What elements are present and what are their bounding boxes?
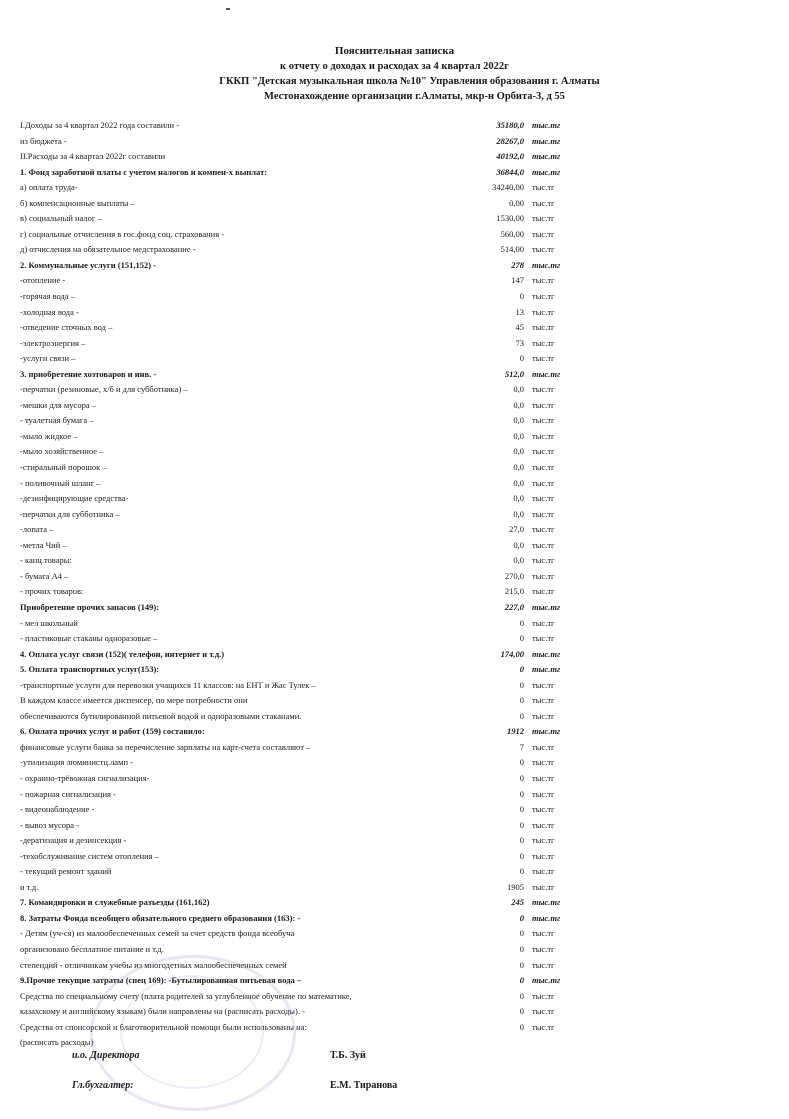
report-row: [20, 569, 580, 585]
row-value: 147: [511, 275, 524, 286]
row-value: 0: [519, 679, 524, 690]
row-label: -услуги связи –: [20, 353, 76, 364]
row-label: д) отчисления на обязательное медстрахование -: [20, 244, 196, 255]
row-value: 27,0: [509, 524, 524, 535]
row-value: 0: [519, 633, 524, 644]
row-value: 0: [519, 819, 524, 830]
row-unit: тыс.тг: [532, 197, 555, 208]
row-label: Приобретение прочих запасов (149):: [20, 601, 160, 612]
row-unit: тыс.тг: [532, 570, 555, 581]
row-value: 1912: [507, 726, 524, 737]
report-row: [20, 382, 580, 398]
row-label: 1. Фонд заработной платы с учетом налогов и компен-х выплат:: [20, 166, 268, 177]
row-label: 3. приобретение хозтоваров и инв. -: [20, 368, 157, 379]
report-row: [20, 476, 580, 492]
row-value: 0,0: [513, 430, 524, 441]
row-label: - вывоз мусора -: [20, 819, 79, 830]
report-row: [20, 165, 580, 181]
row-unit: тыс.тг: [532, 1006, 555, 1017]
row-label: и т.д.: [20, 881, 39, 892]
row-value: 1905: [507, 881, 524, 892]
report-row: [20, 740, 580, 756]
row-unit: тыс.тг: [532, 586, 555, 597]
row-value: 0: [519, 928, 524, 939]
row-label: - канц.товары:: [20, 555, 72, 566]
row-unit: тыс.тг: [532, 741, 555, 752]
report-row: [20, 460, 580, 476]
row-value: 0: [519, 664, 524, 675]
report-row: [20, 429, 580, 445]
row-unit: тыс.тг: [532, 182, 555, 193]
accountant-name: Е.М. Тиранова: [330, 1080, 398, 1091]
row-unit: тыс.тг: [532, 1021, 555, 1032]
row-label: 2. Коммунальные услуги (151,152) -: [20, 259, 156, 270]
row-unit: тыс.тг: [532, 912, 561, 923]
report-row: [20, 895, 580, 911]
row-unit: тыс.тг: [532, 897, 561, 908]
row-label: б) компенсационные выплаты –: [20, 197, 135, 208]
row-unit: тыс.тг: [532, 757, 555, 768]
row-value: 0: [519, 959, 524, 970]
report-row: [20, 849, 580, 865]
row-label: - пожарная сигнализация -: [20, 788, 116, 799]
row-label: 7. Командировки и служебные разъезды (161,162): [20, 897, 210, 908]
row-label: -утилизация люминистц.ламп -: [20, 757, 133, 768]
header-location: Местонахождение организации г.Алматы, мкр-н Орбита-3, д 55: [264, 91, 565, 102]
row-value: 278: [511, 259, 524, 270]
row-value: 512,0: [504, 368, 524, 379]
row-label: степендий - отличникам учебы из многодетных малообеспеченных семей: [20, 959, 287, 970]
row-unit: тыс.тг: [532, 695, 555, 706]
row-value: 0: [519, 353, 524, 364]
row-label: -стиральный порошок –: [20, 462, 107, 473]
row-unit: тыс.тг: [532, 850, 555, 861]
row-label: обеспечиваются бутилированной питьевой водой и одноразовыми стаканами.: [20, 710, 302, 721]
row-label: -отопление -: [20, 275, 66, 286]
row-value: 0,0: [513, 493, 524, 504]
row-value: 0: [519, 617, 524, 628]
row-unit: тыс.тг: [532, 430, 555, 441]
scan-mark: [226, 8, 230, 10]
report-row: [20, 444, 580, 460]
accountant-title: Гл.бухгалтер:: [72, 1080, 134, 1091]
row-label: -лопата –: [20, 524, 54, 535]
row-unit: тыс.тг: [532, 990, 555, 1001]
report-row: [20, 553, 580, 569]
row-unit: тыс.тг: [532, 804, 555, 815]
header-subtitle: к отчету о доходах и расходах за 4 квартал 2022г: [280, 61, 509, 72]
row-value: 0: [519, 757, 524, 768]
row-unit: тыс.тг: [532, 524, 555, 535]
report-row: [20, 693, 580, 709]
row-value: 0: [519, 943, 524, 954]
row-unit: тыс.тг: [532, 151, 561, 162]
row-unit: тыс.тг: [532, 368, 561, 379]
row-unit: тыс.тг: [532, 555, 555, 566]
report-row: [20, 336, 580, 352]
row-value: 0,0: [513, 462, 524, 473]
report-row: [20, 320, 580, 336]
row-value: 0: [519, 804, 524, 815]
row-value: 514,00: [500, 244, 524, 255]
report-row: [20, 491, 580, 507]
row-value: 560,00: [500, 228, 524, 239]
row-unit: тыс.тг: [532, 959, 555, 970]
report-row: [20, 196, 580, 212]
row-unit: тыс.тг: [532, 788, 555, 799]
row-value: 13: [515, 306, 524, 317]
report-row: [20, 522, 580, 538]
row-label: - бумага А4 –: [20, 570, 69, 581]
report-row: [20, 289, 580, 305]
director-title: и.о. Директора: [72, 1050, 140, 1061]
row-unit: тыс.тг: [532, 772, 555, 783]
row-value: 270,0: [504, 570, 524, 581]
document-header: [0, 44, 789, 104]
row-value: 45: [515, 322, 524, 333]
row-value: 35180,0: [496, 120, 524, 130]
report-row: [20, 958, 580, 974]
row-value: 0: [519, 1021, 524, 1032]
row-value: 0,0: [513, 477, 524, 488]
row-label: -мешки для мусора –: [20, 399, 96, 410]
row-unit: тыс.тг: [532, 446, 555, 457]
report-row: [20, 227, 580, 243]
report-row: [20, 880, 580, 896]
row-label: - видеонаблюдение -: [20, 804, 95, 815]
report-row: [20, 134, 580, 150]
row-unit: тыс.тг: [532, 135, 561, 146]
row-label: 4. Оплата услуг связи (152)( телефон, интернет и т.д.): [20, 648, 225, 659]
report-row: [20, 926, 580, 942]
row-value: 174,00: [500, 648, 524, 659]
row-value: 0: [519, 291, 524, 302]
row-unit: тыс.тг: [532, 726, 561, 737]
header-organization: ГККП "Детская музыкальная школа №10" Управления образования г. Алматы: [219, 76, 600, 87]
row-label: г) социальные отчисления в гос.фонд соц. страхования -: [20, 228, 225, 239]
row-unit: тыс.тг: [532, 975, 561, 986]
row-label: - текущий ремонт зданий: [20, 866, 112, 877]
row-unit: тыс.тг: [532, 664, 561, 675]
row-unit: тыс.тг: [532, 306, 555, 317]
row-value: 0: [519, 975, 524, 986]
row-label: 5. Оплата транспортных услуг(153):: [20, 664, 160, 675]
row-unit: тыс.тг: [532, 601, 561, 612]
row-unit: тыс.тг: [532, 617, 555, 628]
report-row: [20, 802, 580, 818]
report-row: [20, 662, 580, 678]
row-value: 28267,0: [496, 135, 524, 146]
report-rows: [20, 118, 580, 1051]
report-row: [20, 647, 580, 663]
row-unit: тыс.тг: [532, 866, 555, 877]
row-label: II.Расходы за 4 квартал 2022г составили: [20, 151, 166, 162]
row-value: 215,0: [504, 586, 524, 597]
row-unit: тыс.тг: [532, 415, 555, 426]
row-unit: тыс.тг: [532, 943, 555, 954]
row-value: 0,0: [513, 384, 524, 395]
row-label: -дератизация и дезинсекция -: [20, 835, 127, 846]
stamp-inner-mark: [120, 975, 264, 1089]
row-label: (расписать расходы): [20, 1037, 94, 1048]
report-row: [20, 584, 580, 600]
row-unit: тыс.тг: [532, 291, 555, 302]
report-row: [20, 273, 580, 289]
header-title: Пояснительная записка: [334, 45, 455, 57]
report-row: [20, 118, 580, 134]
row-unit: тыс.тг: [532, 244, 555, 255]
report-row: [20, 305, 580, 321]
row-value: 0: [519, 710, 524, 721]
report-row: [20, 818, 580, 834]
row-value: 227,0: [504, 601, 524, 612]
row-label: - охранно-трёвожная сигнализация-: [20, 772, 150, 783]
report-row: [20, 787, 580, 803]
row-unit: тыс.тг: [532, 539, 555, 550]
row-label: - Детям (уч-ся) из малообеспеченных семей за счет средств фонда всеобуча: [20, 928, 295, 939]
row-label: Средства от спонсорской и благотворительной помощи были использованы на:: [20, 1021, 307, 1032]
report-row: [20, 398, 580, 414]
row-unit: тыс.тг: [532, 710, 555, 721]
row-unit: тыс.тг: [532, 881, 555, 892]
report-row: [20, 631, 580, 647]
row-value: 0,0: [513, 399, 524, 410]
report-row: [20, 755, 580, 771]
row-unit: тыс.тг: [532, 493, 555, 504]
row-label: -перчатки для субботника –: [20, 508, 120, 519]
row-label: -отведение сточных вод –: [20, 322, 113, 333]
row-value: 0: [519, 850, 524, 861]
row-label: финансовые услуги банка за перечисление зарплаты на карт-счета составляют –: [20, 741, 311, 752]
row-value: 0,0: [513, 415, 524, 426]
row-value: 0: [519, 772, 524, 783]
row-label: -горячая вода –: [20, 291, 76, 302]
row-label: Средства по специальному счету (плата родителей за углубленное обучение по математике,: [20, 990, 352, 1001]
report-row: [20, 507, 580, 523]
row-label: -техобслуживание систем отопления –: [20, 850, 159, 861]
report-row: [20, 616, 580, 632]
row-unit: тыс.тг: [532, 462, 555, 473]
report-row: [20, 258, 580, 274]
row-label: 6. Оплата прочих услуг и работ (159) составило:: [20, 726, 205, 737]
row-label: -перчатки (резиновые, х/б и для субботника) –: [20, 384, 188, 395]
report-row: [20, 351, 580, 367]
row-unit: тыс.тг: [532, 120, 561, 130]
report-row: [20, 413, 580, 429]
report-row: [20, 942, 580, 958]
report-row: [20, 211, 580, 227]
row-unit: тыс.тг: [532, 275, 555, 286]
report-row: [20, 833, 580, 849]
report-row: [20, 973, 580, 989]
row-label: организовано бесплатное питание и т.д.: [20, 943, 164, 954]
row-label: а) оплата труда-: [20, 182, 78, 193]
report-row: [20, 538, 580, 554]
row-label: из бюджета -: [20, 135, 67, 146]
row-value: 40192,0: [496, 151, 524, 162]
row-label: I.Доходы за 4 квартал 2022 года составили -: [20, 120, 180, 130]
row-label: казахскому и английскому языкам) были направлены на (расписать расходы). -: [20, 1006, 305, 1017]
row-label: в) социальный налог –: [20, 213, 102, 224]
row-value: 1530,00: [496, 213, 524, 224]
report-row: [20, 242, 580, 258]
row-value: 0: [519, 1006, 524, 1017]
row-value: 0: [519, 788, 524, 799]
row-label: -холодная вода -: [20, 306, 79, 317]
row-unit: тыс.тг: [532, 322, 555, 333]
row-unit: тыс.тг: [532, 648, 561, 659]
report-row: [20, 600, 580, 616]
row-value: 0,0: [513, 508, 524, 519]
row-label: - туалетная бумага –: [20, 415, 94, 426]
report-row: [20, 771, 580, 787]
row-value: 0: [519, 912, 524, 923]
row-value: 0: [519, 866, 524, 877]
row-value: 73: [515, 337, 524, 348]
row-label: В каждом классе имеется диспенсер, по мере потребности они: [20, 695, 248, 706]
row-label: -электроэнергия –: [20, 337, 86, 348]
row-value: 0,0: [513, 539, 524, 550]
row-unit: тыс.тг: [532, 259, 561, 270]
row-value: 245: [511, 897, 524, 908]
row-value: 0: [519, 835, 524, 846]
row-value: 0,0: [513, 555, 524, 566]
row-label: -дезинфицирующие средства-: [20, 493, 129, 504]
row-unit: тыс.тг: [532, 835, 555, 846]
report-row: [20, 367, 580, 383]
row-label: - пластиковые стаканы одноразовые –: [20, 633, 158, 644]
row-unit: тыс.тг: [532, 508, 555, 519]
row-label: 8. Затраты Фонда всеобщего обязательного среднего образования (163): -: [20, 912, 301, 923]
row-label: -транспортные услуги для перевозки учащихся 11 классов: на ЕНТ и Жас Тулек –: [20, 679, 316, 690]
report-row: [20, 180, 580, 196]
row-unit: тыс.тг: [532, 337, 555, 348]
row-label: - поливочный шланг –: [20, 477, 101, 488]
row-label: -мыло хозяйственное –: [20, 446, 104, 457]
row-value: 36844,0: [496, 166, 524, 177]
report-row: [20, 678, 580, 694]
row-value: 34240,00: [492, 182, 524, 193]
row-unit: тыс.тг: [532, 477, 555, 488]
row-label: - мел школьный: [20, 617, 78, 628]
row-unit: тыс.тг: [532, 928, 555, 939]
report-row: [20, 149, 580, 165]
row-unit: тыс.тг: [532, 228, 555, 239]
row-unit: тыс.тг: [532, 353, 555, 364]
row-value: 0,0: [513, 446, 524, 457]
row-label: -мыло жидкое –: [20, 430, 78, 441]
row-unit: тыс.тг: [532, 384, 555, 395]
row-label: - прочих товаров:: [20, 586, 84, 597]
report-row: [20, 911, 580, 927]
row-unit: тыс.тг: [532, 819, 555, 830]
row-unit: тыс.тг: [532, 633, 555, 644]
row-unit: тыс.тг: [532, 166, 561, 177]
row-unit: тыс.тг: [532, 679, 555, 690]
row-unit: тыс.тг: [532, 213, 555, 224]
row-value: 0,00: [509, 197, 524, 208]
row-label: 9.Прочие текущие затраты (спец 169): -Бутылированная питьевая вода –: [20, 975, 302, 986]
row-value: 0: [519, 990, 524, 1001]
row-unit: тыс.тг: [532, 399, 555, 410]
row-value: 0: [519, 695, 524, 706]
row-label: -метла Чий –: [20, 539, 67, 550]
row-value: 7: [519, 741, 524, 752]
director-name: Т.Б. Зуй: [330, 1050, 366, 1061]
report-row: [20, 724, 580, 740]
report-row: [20, 864, 580, 880]
report-row: [20, 709, 580, 725]
